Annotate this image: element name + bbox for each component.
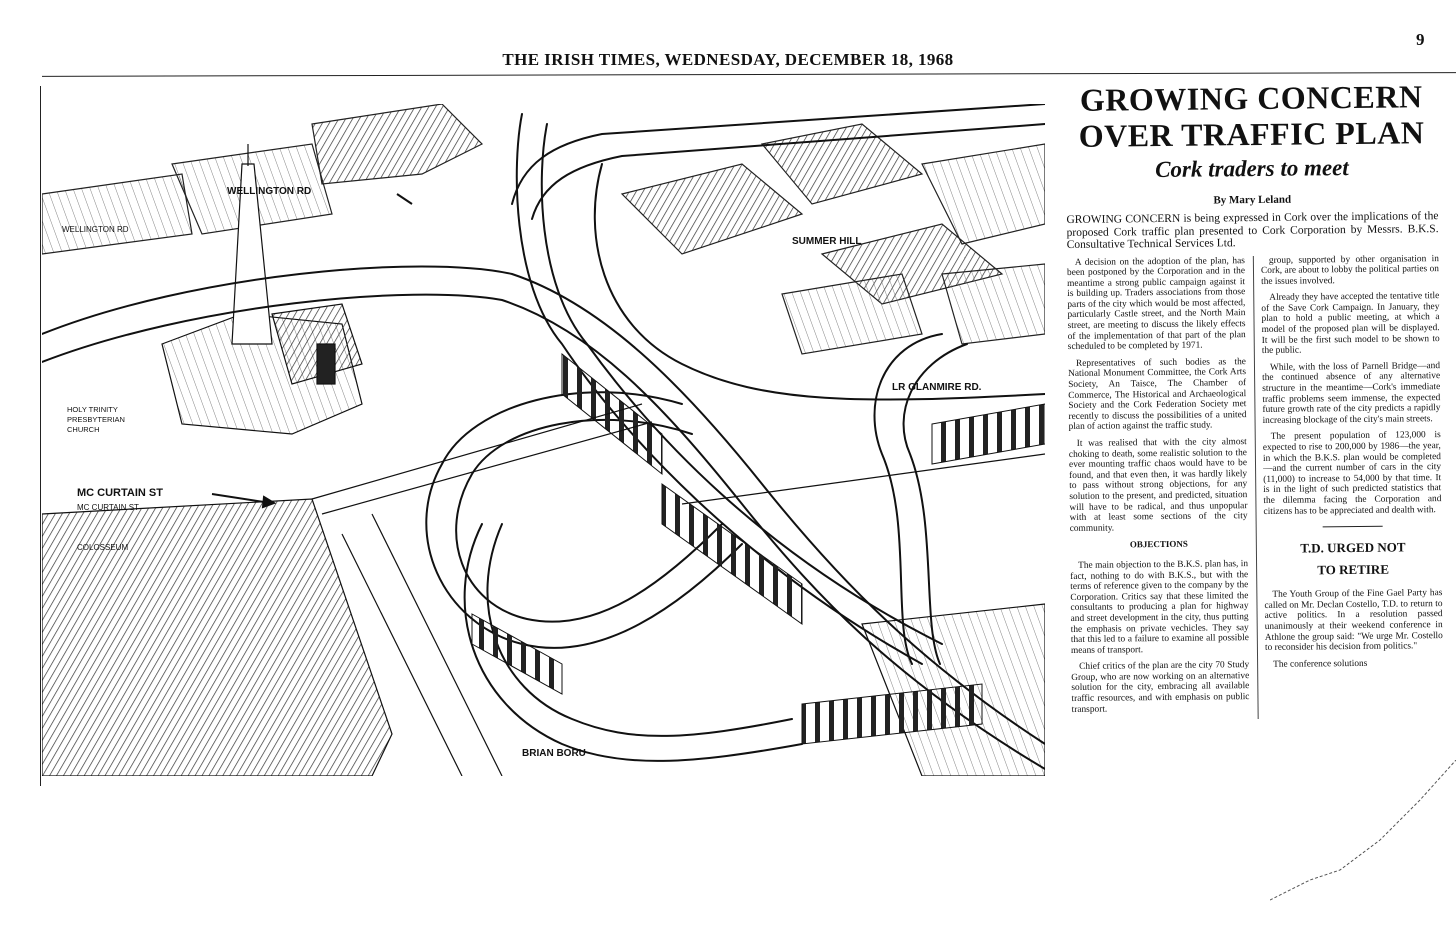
label-lr-glanmire-rd: LR GLANMIRE RD.	[892, 382, 982, 393]
label-trinity-line3: CHURCH	[67, 425, 100, 434]
sidebar-paragraph: The Youth Group of the Fine Gael Party has called on Mr. Declan Costello, T.D. to return to active politics. In a resolution passed unanimously at their weekend conference in Athlone the group said: "We urge Mr. Costello to reconsider his decision from politics."	[1264, 588, 1443, 654]
sidebar-title-line2: TO RETIRE	[1317, 561, 1390, 578]
label-wellington-rd: WELLINGTON RD	[227, 186, 312, 197]
label-brian-boru: BRIAN BORU	[522, 748, 586, 759]
article-columns	[1067, 254, 1444, 722]
byline: By Mary Leland	[1213, 193, 1292, 207]
paragraph: Chief critics of the plan are the city 70 Study Group, who are now working on an alternative solution for the city, embracing all available traffic resources, and with emphasis on public transport.	[1071, 660, 1250, 715]
label-trinity-line2: PRESBYTERIAN	[67, 415, 125, 424]
article-column-1	[1067, 256, 1250, 722]
traffic-plan-illustration	[42, 104, 1045, 776]
paragraph: Already they have accepted the tentative title of the Save Cork Campaign. In January, they plan to hold a public meeting, at which a model of the proposed plan will be displayed. It will be the first such model to be shown to the public.	[1261, 291, 1440, 357]
sidebar-title-line1: T.D. URGED NOT	[1300, 539, 1406, 556]
paragraph: A decision on the adoption of the plan, has been postponed by the Corporation and in the meantime a strong public campaign against it is building up. Traders associations from those parts of the city which would be most affected, particularly Castle street, and the North Main street, are meeting to discuss the likely effects of the implementation of that part of the plan scheduled to be completed by 1971.	[1066, 255, 1246, 353]
intro-paragraph: GROWING CONCERN is being expressed in Cork over the implications of the proposed Cork traffic plan presented to Cork Corporation by Messrs. B.K.S. Consultative Technical Services Ltd.	[1066, 210, 1439, 251]
paragraph: While, with the loss of Parnell Bridge—and the continued absence of any alternative structure in the meantime—Cork's immediate traffic problems seem immense, the expected future growth rate of the city predicts a rapidly increasing blockage of the city's main streets.	[1262, 360, 1441, 426]
headline-line2: OVER TRAFFIC PLAN	[1078, 114, 1425, 154]
sidebar-title	[1264, 536, 1442, 582]
label-mc-curtain-st: MC CURTAIN ST	[77, 487, 163, 499]
paragraph: The main objection to the B.K.S. plan has, in fact, nothing to do with B.K.S., but with the terms of reference given to the company by the Corporation. Critics say that these limited the consultants to producing a plan for highway and street development in the city, thus putting the emphasis on private vechicles. They say that this led to a failure to examine all possible means of transport.	[1070, 559, 1249, 656]
article-column-2	[1261, 254, 1444, 720]
sidebar-paragraph: The conference solutions	[1273, 658, 1368, 670]
headline-line1: GROWING CONCERN	[1079, 78, 1423, 118]
sidebar-rule	[1323, 526, 1383, 528]
paragraph: The present population of 123,000 is expected to rise to 200,000 by 1986—the year, in which the B.K.S. plan would be completed—and the current number of cars in the city (11,000) to increase to 54,000 by that time. It is in the light of such predicted statistics that the dilemma facing the Corporation and citizens has to be appreciated and dealth with.	[1262, 430, 1442, 517]
label-trinity-line1: HOLY TRINITY	[67, 405, 118, 414]
label-coliseum: COLOSSEUM	[77, 543, 129, 552]
paragraph: Representatives of such bodies as the National Monument Committee, the Cork Arts Society, An Taisce, The Chamber of Commerce, The Historical and Archaeological Society and the Cork Federation Society met recently to discuss the possibilities of a united plan of action against the traffic study.	[1068, 356, 1247, 433]
label-wellington-rd-left: WELLINGTON RD	[62, 225, 129, 234]
article	[1065, 78, 1444, 721]
masthead: THE IRISH TIMES, WEDNESDAY, DECEMBER 18, 1968	[502, 50, 954, 69]
label-mc-curtain-st-small: MC CURTAIN ST	[77, 503, 139, 512]
label-summer-hill: SUMMER HILL	[792, 236, 862, 247]
paragraph: It was realised that with the city almost choking to death, some realistic solution to the ever mounting traffic chaos would have to be found, and that even then, it was hardly likely to pass without strong objections, for any solution to the present, and predicted, situation will have to be radical, and thus unpopular with at least some sections of the city community.	[1068, 437, 1248, 534]
masthead-rule	[42, 72, 1456, 77]
column-rule	[40, 86, 41, 786]
torn-paper-edge	[1270, 760, 1456, 910]
paragraph: group, supported by other organisation in Cork, are about to lobby the political parties on the issues involved.	[1260, 253, 1440, 287]
column-divider	[1252, 256, 1258, 720]
page-number: 9	[1416, 30, 1425, 49]
subhead: Cork traders to meet	[1154, 155, 1349, 183]
section-heading-objections: OBJECTIONS	[1129, 539, 1188, 550]
